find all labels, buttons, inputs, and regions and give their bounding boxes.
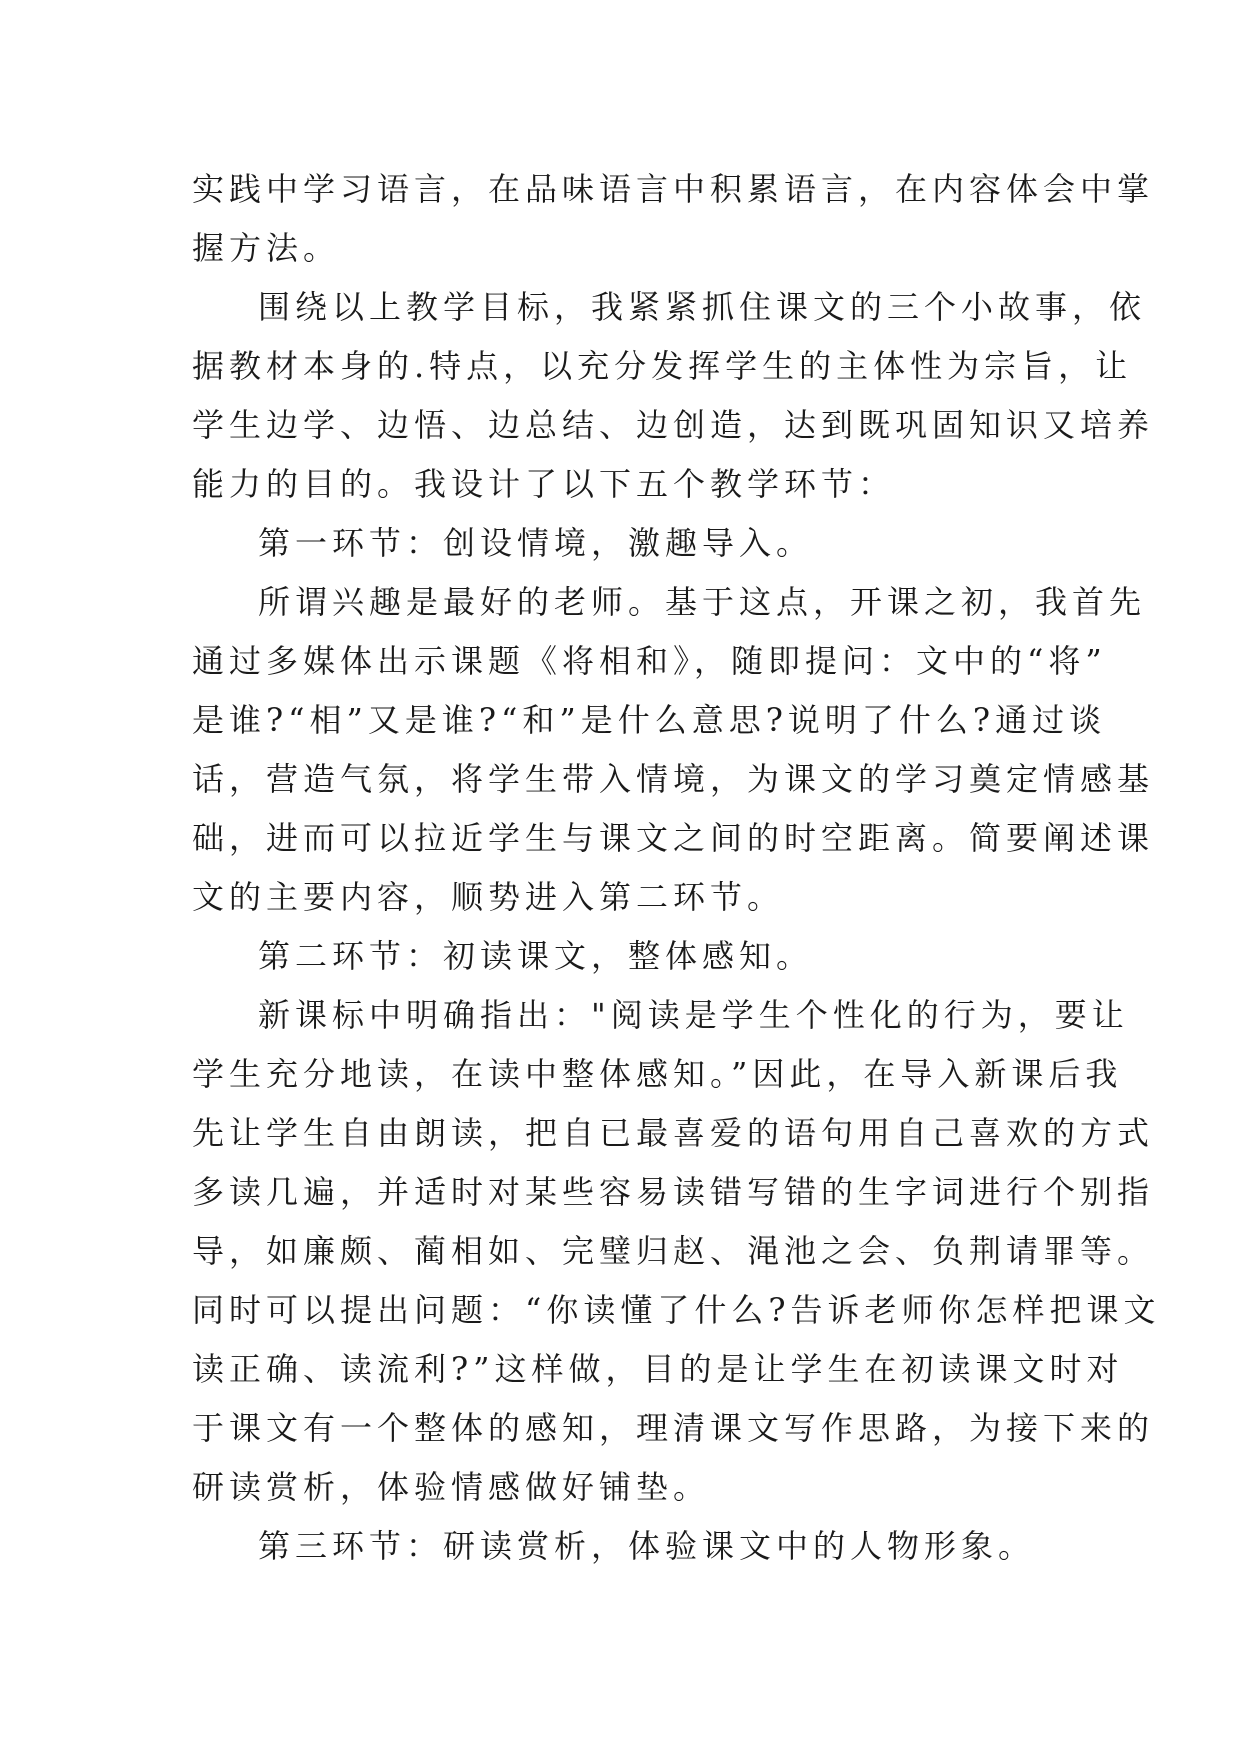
text-line: 实践中学习语言，在品味语言中积累语言，在内容体会中掌 xyxy=(192,170,1155,208)
paragraph-start-line: 围绕以上教学目标，我紧紧抓住课文的三个小故事，依 xyxy=(258,288,1147,326)
text-line: 话，营造气氛，将学生带入情境，为课文的学习奠定情感基 xyxy=(192,760,1155,798)
document-body xyxy=(192,160,1161,1576)
text-line: 学生边学、边悟、边总结、边创造，达到既巩固知识又培养 xyxy=(192,406,1155,444)
text-line: 多读几遍，并适时对某些容易读错写错的生字词进行个别指 xyxy=(192,1173,1155,1211)
text-line: 据教材本身的.特点，以充分发挥学生的主体性为宗旨，让 xyxy=(192,347,1133,385)
section-heading-line: 第二环节：初读课文，整体感知。 xyxy=(258,937,814,975)
text-line: 同时可以提出问题：“你读懂了什么?告诉老师你怎样把课文 xyxy=(192,1291,1161,1329)
text-line: 握方法。 xyxy=(192,229,341,267)
paragraph-start-line: 所谓兴趣是最好的老师。基于这点，开课之初，我首先 xyxy=(258,583,1147,621)
section-heading-line: 第一环节：创设情境，激趣导入。 xyxy=(258,524,814,562)
text-line: 于课文有一个整体的感知，理清课文写作思路，为接下来的 xyxy=(192,1409,1155,1447)
paragraph-start-line: 新课标中明确指出："阅读是学生个性化的行为，要让 xyxy=(258,996,1129,1034)
text-line: 能力的目的。我设计了以下五个教学环节： xyxy=(192,465,896,503)
text-line: 是谁?“相”又是谁?“和”是什么意思?说明了什么?通过谈 xyxy=(192,701,1107,739)
text-line: 研读赏析，体验情感做好铺垫。 xyxy=(192,1468,711,1506)
text-line: 础，进而可以拉近学生与课文之间的时空距离。简要阐述课 xyxy=(192,819,1155,857)
text-line: 学生充分地读，在读中整体感知。”因此，在导入新课后我 xyxy=(192,1055,1123,1093)
section-heading-line: 第三环节：研读赏析，体验课文中的人物形象。 xyxy=(258,1527,1036,1565)
text-line: 读正确、读流利?”这样做，目的是让学生在初读课文时对 xyxy=(192,1350,1124,1388)
text-line: 导，如廉颇、蔺相如、完璧归赵、渑池之会、负荆请罪等。 xyxy=(192,1232,1155,1270)
text-line: 先让学生自由朗读，把自已最喜爱的语句用自己喜欢的方式 xyxy=(192,1114,1155,1152)
text-line: 文的主要内容，顺势进入第二环节。 xyxy=(192,878,785,916)
text-line: 通过多媒体出示课题《将相和》，随即提问：文中的“将” xyxy=(192,642,1107,680)
